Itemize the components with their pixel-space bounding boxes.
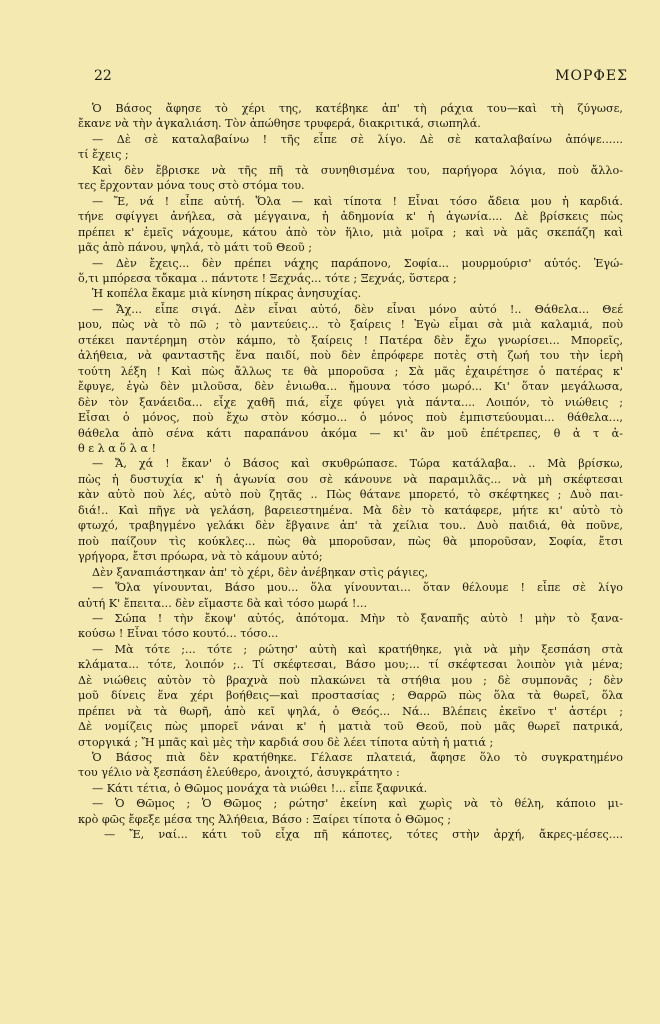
text-line: ποὺ παίζουν τὶς κούκλες... πὼς θὰ μποροῦσαν, πὼς θὰ μποροῦσαν, Σοφία, ἔτσι bbox=[78, 534, 623, 548]
text-line: θάθελα ἀπὸ σένα κάτι παραπάνου ἀκόμα — κι' ἂν μοῦ ἐπέτρεπες, θ ἀ τ ἀ- bbox=[78, 426, 623, 440]
text-line: — Μὰ τότε ;... τότε ; ρώτησ' αὐτὴ καὶ κρατήθηκε, γιὰ νὰ μὴν ξεσπάση στὰ bbox=[92, 642, 623, 656]
text-line: φτωχό, τραβηγμένο γελάκι δὲν ἔβγαινε ἀπ' τὰ χείλια του.. Δυὸ παιδιά, θὰ ποῦνε, bbox=[78, 519, 623, 533]
text-line: Ὁ Βάσος ἄφησε τὸ χέρι της, κατέβηκε ἀπ' τὴ ράχια του—καὶ τὴ ζύγωσε, bbox=[92, 102, 623, 115]
text-line: κούσω ! Εἶναι τόσο κουτό... τόσο... bbox=[78, 627, 279, 641]
text-line: στέκει παντέρημη στὸν κάμπο, τὸ ξαίρεις ! Πατέρα δὲν ἔχω γνωρίσει... Μπορεῖς, bbox=[78, 333, 623, 347]
text-line: τούτη λέξη ! Καὶ πὼς ἄλλως τε θὰ μποροῦσα ; Σὰ μᾶς ἐχαιρέτησε ὁ πατέρας κ' bbox=[78, 364, 623, 378]
text-line: Ὁ Βάσος πιὰ δὲν κρατήθηκε. Γέλασε πλατειά, ἄφησε ὅλο τὸ συγκρατημένο bbox=[92, 751, 623, 765]
text-line: Εἶσαι ὁ μόνος, ποὺ ἔχω στὸν κόσμο... ὁ μόνος ποὺ ἐμπιστεύουμαι... θάθελα..., bbox=[78, 411, 623, 425]
text-line: ἀλήθεια, νὰ φανταστῆς ἕνα παιδί, ποὺ δὲν ἐπρόφερε ποτὲς στὴ ζωή του τὴν ἱερὴ bbox=[78, 349, 623, 363]
text-line: — Δὲν ἔχεις... δὲν πρέπει νάχης παράπονο, Σοφία... μουρμούρισ' αὐτός. Ἐγώ- bbox=[92, 256, 623, 270]
text-line: — Ἄχ... εἶπε σιγά. Δὲν εἶναι αὐτό, δὲν εἶναι μόνο αὐτό !.. Θάθελα... Θεέ bbox=[92, 302, 623, 316]
text-line: — Ἔ, νά ! εἶπε αὐτή. Ὅλα — καὶ τίποτα ! Εἶναι τόσο ἄδεια μου ἡ καρδιά. bbox=[92, 194, 623, 208]
text-line: Ἡ κοπέλα ἔκαμε μιὰ κίνηση πίκρας ἀνησυχίας. bbox=[92, 287, 362, 301]
text-line: τες ἔρχονταν μόνα τους στὸ στόμα του. bbox=[78, 179, 305, 193]
text-line: δὲν τὸν ξανάειδα... εἶχε χαθῆ πιά, εἶχε φύγει γιὰ πάντα.... Λοιπόν, τὸ νιώθεις ; bbox=[78, 395, 623, 409]
text-line: πὼς ἡ δυστυχία κ' ἡ ἀγωνία σου σὲ κάνουνε νὰ παραμιλᾶς... νὰ μὴ σκέφτεσαι bbox=[78, 472, 623, 486]
text-line: — Ὁ Θῶμος ; Ὁ Θῶμος ; ρώτησ' ἐκείνη καὶ χωρὶς νὰ τὸ θέλη, κάποιο μι- bbox=[92, 797, 623, 811]
text-line: κλάματα... τότε, λοιπόν ;.. Τί σκέφτεσαι, Βάσο μου;... τί σκέφτεσαι λοιπὸν γιὰ μένα; bbox=[78, 658, 623, 672]
text-line: ἔκανε νὰ τὴν ἀγκαλιάση. Τὸν ἀπώθησε τρυφερά, διακριτικά, σιωπηλά. bbox=[78, 117, 481, 131]
text-line: τί ἔχεις ; bbox=[78, 148, 129, 162]
text-line: στοργικά ; Ἤ μπᾶς καὶ μὲς τὴν καρδιά σου δὲ λέει τίποτα αὐτὴ ἡ ματιά ; bbox=[78, 735, 494, 749]
running-title: ΜΟΡΦΕΣ bbox=[555, 68, 628, 84]
text-line: γρήγορα, ἔτσι πρόωρα, νὰ τὸ κάμουν αὐτό; bbox=[78, 550, 323, 564]
text-line: κρὸ φῶς ἔφεξε μέσα της Ἀλήθεια, Βάσο : Ξαίρει τίποτα ὁ Θῶμος ; bbox=[78, 812, 452, 826]
text-line: Καὶ δὲν ἔβρισκε νὰ τῆς πῆ τὰ συνηθισμένα του, παρήγορα λόγια, ποὺ ἄλλο- bbox=[92, 163, 623, 177]
text-line: — Ἄ, χά ! ἔκαν' ὁ Βάσος καὶ σκυθρώπασε. Τώρα κατάλαβα.. .. Μὰ βρίσκω, bbox=[92, 457, 623, 471]
text-line: αὐτή Κ' ἔπειτα... δὲν εἴμαστε δὰ καὶ τόσο μωρά !... bbox=[78, 596, 368, 610]
text-line: ἔφυγε, ἐγὼ δὲν μιλοῦσα, δὲν ἐνιωθα... ἤμουνα τόσο μωρό... Κι' ὅταν μεγάλωσα, bbox=[78, 380, 623, 394]
page-number: 22 bbox=[94, 68, 112, 84]
text-line: πρέπει νὰ τὰ θωρῆ, ἀπὸ κεῖ ψηλά, ὁ Θεός... Νά... Βλέπεις ἐκεῖνο τ' ἀστέρι ; bbox=[78, 704, 623, 718]
text-line: — Ἔ, ναί... κάτι τοῦ εἶχα πῆ κάποτες, τότες στὴν ἀρχή, ἄκρες-μέσες.... bbox=[104, 828, 623, 842]
text-line: κὰν αὐτὸ ποὺ λές, αὐτὸ ποὺ ζητᾶς .. Πὼς θάτανε μπορετό, τὸ σκέφτηκες ; Δυὸ παι- bbox=[78, 488, 623, 502]
text-line: — Σώπα ! τὴν ἔκοψ' αὐτός, ἀπότομα. Μὴν τὸ ξαναπῆς αὐτὸ ! μὴν τὸ ξανα- bbox=[92, 611, 623, 625]
text-line: μοῦ δίνεις ἕνα χέρι βοήθεις—καὶ προστασίας ; Θαρρῶ πὼς ὅλα τὰ θωρεῖ, ὅλα bbox=[78, 689, 623, 703]
text-line: ὅ,τι μπόρεσα τὄκαμα .. πάντοτε ! Ξεχνάς... τότε ; Ξεχνάς, ὕστερα ; bbox=[78, 271, 457, 285]
text-line: Δὲ νομίζεις πὼς μπορεῖ νάναι κ' ἡ ματιὰ τοῦ Θεοῦ, ποὺ μᾶς θωρεῖ πατρικά, bbox=[78, 720, 623, 734]
text-line: πρέπει κ' ἐμεῖς νάχουμε, κάτου ἀπὸ τὸν ἥλιο, μιὰ μοῖρα ; καὶ νὰ μᾶς σκεπάζη καὶ bbox=[78, 225, 623, 239]
text-line: διά!.. Καὶ πῆγε νὰ γελάση, βαρειεστημένα. Μὰ δὲν τὸ κατάφερε, μήτε κι' αὐτὸ τὸ bbox=[78, 503, 623, 517]
text-line: — Κάτι τέτια, ὁ Θῶμος μονάχα τὰ νιώθει !... εἶπε ξαφνικά. bbox=[92, 781, 428, 795]
text-line: τήνε σφίγγει ἀνήλεα, σὰ μέγγαινα, ἡ ἀδημονία κ' ἡ ἀγωνία.... Δὲ βρίσκεις πὼς bbox=[78, 210, 623, 224]
text-line: Δὲ νιώθεις αὐτὸν τὸ βραχνὰ ποὺ πλακώνει τὰ στήθια μου ; δὲ συμπονᾶς ; δὲν bbox=[78, 673, 623, 687]
text-line: θ ε λ α ὅ λ α ! bbox=[78, 441, 156, 455]
text-line: — Ὅλα γίνουνται, Βάσο μου... ὅλα γίνουνται... ὅταν θέλουμε ! εἶπε σὲ λίγο bbox=[92, 581, 623, 595]
text-line: μου, πὼς νὰ τὸ πῶ ; τὸ μαντεύεις... τὸ ξαίρεις ! Ἐγὼ εἶμαι σὰ μιὰ καλαμιά, ποὺ bbox=[78, 318, 623, 332]
body-text bbox=[78, 101, 623, 843]
text-line: Δὲν ξαναπιάστηκαν ἀπ' τὸ χέρι, δὲν ἀνέβηκαν στὶς ράγιες, bbox=[92, 565, 429, 579]
text-line: — Δὲ σὲ καταλαβαίνω ! τῆς εἶπε σὲ λίγο. Δὲ σὲ καταλαβαίνω ἀπόψε...... bbox=[92, 132, 623, 146]
text-line: του γέλιο νὰ ξεσπάση ἐλεύθερο, ἀνοιχτό, ἀσυγκράτητο : bbox=[78, 766, 400, 780]
text-line: μᾶς ἀπὸ πάνου, ψηλά, τὸ μάτι τοῦ Θεοῦ ; bbox=[78, 241, 312, 255]
